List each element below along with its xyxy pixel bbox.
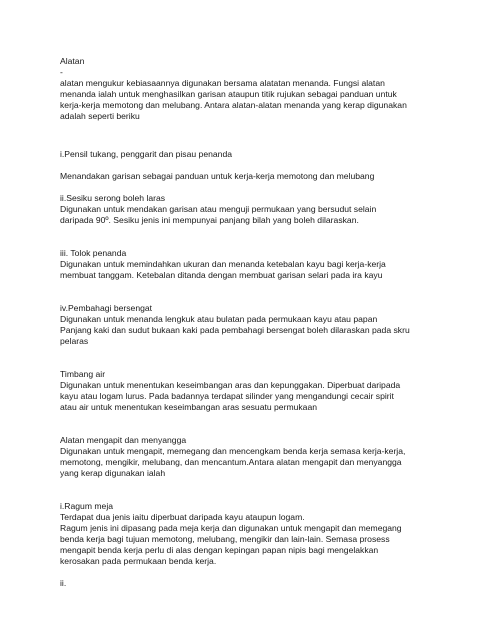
text-line: pelaras: [60, 336, 89, 346]
section-pensil: [60, 149, 460, 160]
text-line: menanda ialah untuk menghasilkan garisan ataupun titik rujukan sebagai panduan untuk: [60, 89, 397, 99]
section-ii: [60, 578, 460, 589]
text-line: Menandakan garisan sebagai panduan untuk kerja-kerja memotong dan melubang: [60, 171, 375, 181]
text-line: -: [60, 67, 63, 77]
text-line: Panjang kaki dan sudut bukaan kaki pada pembahagi bersengat boleh dilaraskan pada skru: [60, 325, 410, 335]
heading-sesiku: ii.Sesiku serong boleh laras: [60, 193, 166, 203]
text-line: kayu atau logam lurus. Pada badannya terdapat silinder yang mengandungi cecair spirit: [60, 391, 394, 401]
section-mengapit: [60, 435, 460, 479]
section-tolok: [60, 248, 460, 281]
section-pembahagi: [60, 303, 460, 347]
text-line: Digunakan untuk mengapit, memegang dan mencengkam benda kerja semasa kerja-kerja,: [60, 446, 406, 456]
text-line: Digunakan untuk menanda lengkuk atau bulatan pada permukaan kayu atau papan: [60, 314, 378, 324]
text-line: daripada 90º. Sesiku jenis ini mempunyai panjang bilah yang boleh dilaraskan.: [60, 215, 359, 225]
heading-pensil: i.Pensil tukang, penggarit dan pisau penanda: [60, 149, 233, 159]
section-intro: [60, 56, 460, 122]
text-line: alatan mengukur kebiasaannya digunakan bersama alatatan menanda. Fungsi alatan: [60, 78, 385, 88]
section-sesiku: [60, 193, 460, 226]
text-line: Digunakan untuk menentukan keseimbangan aras dan kepunggakan. Diperbuat daripada: [60, 380, 401, 390]
document-page: [60, 56, 460, 589]
heading-ii: ii.: [60, 578, 67, 588]
text-line: yang kerap digunakan ialah: [60, 468, 166, 478]
text-line: membuat tanggam. Ketebalan ditanda dengan membuat garisan selari pada ira kayu: [60, 270, 383, 280]
heading-tolok: iii. Tolok penanda: [60, 248, 127, 258]
section-pensil-desc: [60, 171, 460, 182]
heading-mengapit: Alatan mengapit dan menyangga: [60, 435, 187, 445]
section-ragum: [60, 501, 460, 567]
section-timbang: [60, 369, 460, 413]
text-line: Ragum jenis ini dipasang pada meja kerja dan digunakan untuk mengapit dan memegang: [60, 523, 402, 533]
text-line: mengapit benda kerja perlu di alas dengan kepingan papan nipis bagi mengelakkan: [60, 545, 379, 555]
heading-alatan: Alatan: [60, 56, 85, 66]
text-line: Digunakan untuk memindahkan ukuran dan menanda ketebalan kayu bagi kerja-kerja: [60, 259, 386, 269]
text-line: kerosakan pada permukaan benda kerja.: [60, 556, 217, 566]
text-line: memotong, mengikir, melubang, dan mencantum.Antara alatan mengapit dan menyangga: [60, 457, 402, 467]
heading-timbang: Timbang air: [60, 369, 106, 379]
text-line: Terdapat dua jenis iaitu diperbuat daripada kayu ataupun logam.: [60, 512, 305, 522]
text-line: benda kerja bagi tujuan memotong, melubang, mengikir dan lain-lain. Semasa prosess: [60, 534, 390, 544]
text-line: atau air untuk menentukan keseimbangan aras sesuatu permukaan: [60, 402, 318, 412]
heading-pembahagi: iv.Pembahagi bersengat: [60, 303, 153, 313]
text-line: Digunakan untuk mendakan garisan atau menguji permukaan yang bersudut selain: [60, 204, 377, 214]
text-line: kerja-kerja memotong dan melubang. Antara alatan-alatan menanda yang kerap digunakan: [60, 100, 407, 110]
text-line: adalah seperti beriku: [60, 111, 140, 121]
heading-ragum: i.Ragum meja: [60, 501, 114, 511]
